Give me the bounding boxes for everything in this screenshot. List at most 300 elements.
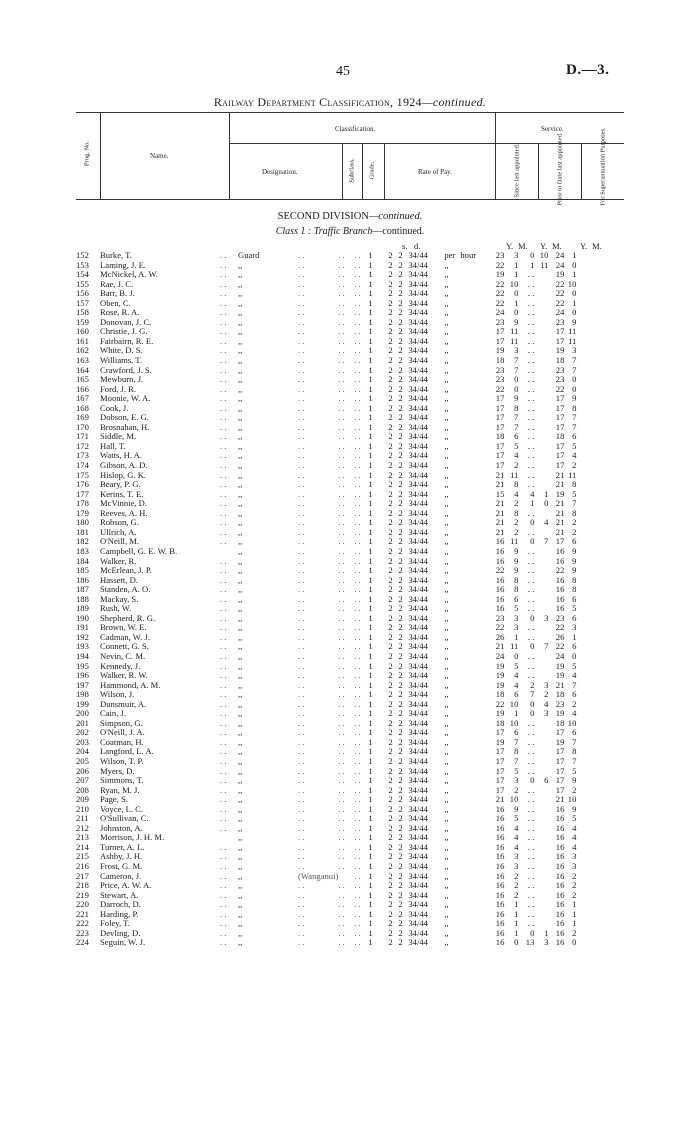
prior-months-cell — [534, 318, 548, 328]
rate-per-cell: ,, — [444, 431, 449, 442]
name-cell: Rush, W. — [100, 603, 132, 614]
since-months-cell: 7 — [514, 421, 519, 432]
rate-cell: 2 — [398, 479, 403, 490]
rate-per-cell: ,, — [444, 908, 449, 919]
leader-dots: . . — [220, 717, 227, 728]
prog-no-cell: 179 — [76, 507, 89, 518]
rate-cell: 34/44 — [408, 250, 428, 260]
since-months-cell: 1 — [514, 297, 519, 308]
name-cell: Fairbairn, R. E. — [100, 335, 154, 346]
prior-months-cell — [534, 900, 548, 910]
since-months-cell: 8 — [514, 507, 519, 518]
rate-cell: 2 — [398, 374, 403, 385]
prior-months-cell: 1 — [544, 488, 549, 499]
since-months-cell: 0 — [514, 937, 519, 948]
leader-dots: . . — [220, 412, 227, 423]
subclass-cell: . . — [354, 307, 361, 318]
subclass-cell: . . — [354, 908, 361, 919]
leader-dots: . . — [298, 460, 305, 471]
prior-months-cell: 4 — [544, 698, 549, 709]
prior-years-cell: 1 — [530, 498, 535, 509]
rate-cell: 34/44 — [408, 488, 428, 499]
rate-cell: 2 — [388, 927, 393, 938]
rate-unit-cell — [460, 747, 492, 757]
header-vline-7 — [538, 143, 539, 199]
name-cell: Shepherd, R. G. — [100, 612, 156, 623]
grade-cell: 1 — [368, 794, 373, 805]
super-months-cell: 5 — [572, 488, 577, 499]
subclass-cell: . . — [354, 880, 361, 891]
designation-cell: ,, — [238, 555, 243, 566]
leader-dots: . . — [298, 927, 305, 938]
rate-per-cell: ,, — [444, 269, 449, 280]
super-years-cell: 22 — [555, 383, 565, 394]
grade-cell: 1 — [368, 250, 373, 260]
title-main: Railway Department Classification, 1924 — [213, 95, 422, 109]
rate-cell: 2 — [398, 794, 403, 805]
leader-dots: . . — [338, 889, 345, 900]
rate-cell: 2 — [398, 574, 403, 585]
rate-cell: 2 — [388, 355, 393, 366]
name-cell: Kennedy, J. — [100, 660, 141, 671]
since-months-cell: 2 — [514, 880, 519, 891]
leader-dots: . . — [338, 937, 345, 948]
name-cell: Langford, L. A. — [100, 746, 154, 757]
prog-no-cell: 158 — [76, 307, 89, 318]
rate-cell: 2 — [398, 746, 403, 757]
super-years-cell: 21 — [555, 679, 565, 690]
designation-cell: ,, — [238, 469, 243, 480]
leader-dots: . . — [220, 259, 227, 270]
rate-cell: 2 — [398, 278, 403, 289]
leader-dots: . . — [338, 393, 345, 404]
leader-dots: . . — [220, 335, 227, 346]
designation-cell: ,, — [238, 679, 243, 690]
rate-per-cell: ,, — [444, 794, 449, 805]
grade-cell: 1 — [368, 374, 373, 385]
leader-dots: . . — [338, 374, 345, 385]
super-months-cell: 9 — [572, 565, 577, 576]
rate-unit-cell — [460, 767, 492, 777]
prog-no-cell: 224 — [76, 937, 89, 948]
super-years-cell: 16 — [555, 822, 565, 833]
subclass-cell: . . — [354, 612, 361, 623]
subclass-cell: . . — [354, 574, 361, 585]
leader-dots: . . — [220, 765, 227, 776]
leader-dots: . . — [298, 316, 305, 327]
rate-cell: 34/44 — [408, 899, 428, 910]
prior-months-cell — [534, 595, 548, 605]
prior-years-cell: . . — [527, 880, 535, 891]
prior-months-cell: 2 — [544, 689, 549, 700]
subclass-cell: . . — [354, 297, 361, 308]
since-years-cell: 17 — [495, 765, 505, 776]
prog-no-cell: 205 — [76, 755, 89, 766]
subclass-cell: . . — [354, 689, 361, 700]
designation-cell: ,, — [238, 584, 243, 595]
leader-dots: . . — [338, 631, 345, 642]
header-rule-bottom — [76, 199, 624, 200]
rate-unit-cell — [460, 432, 492, 442]
rate-per-cell: ,, — [444, 469, 449, 480]
prior-months-cell — [534, 299, 548, 309]
leader-dots: . . — [338, 775, 345, 786]
rate-cell: 34/44 — [408, 326, 428, 337]
leader-dots: . . — [298, 670, 305, 681]
leader-dots: . . — [220, 536, 227, 547]
super-months-cell: 6 — [572, 612, 577, 623]
leader-dots: . . — [298, 937, 305, 948]
designation-cell: ,, — [238, 727, 243, 738]
leader-dots: . . — [338, 689, 345, 700]
name-cell: Page, S. — [100, 794, 128, 805]
rate-cell: 2 — [388, 316, 393, 327]
prior-years-cell: . . — [527, 584, 535, 595]
leader-dots: . . — [338, 698, 345, 709]
rate-cell: 2 — [388, 393, 393, 404]
rate-per-cell: per — [444, 250, 456, 260]
rate-cell: 2 — [388, 603, 393, 614]
prior-years-cell: . . — [527, 565, 535, 576]
leader-dots: . . — [298, 450, 305, 461]
title-continued: —continued. — [421, 95, 487, 109]
since-years-cell: 24 — [495, 650, 505, 661]
grade-cell: 1 — [368, 822, 373, 833]
super-months-cell: 9 — [572, 803, 577, 814]
since-months-cell: 0 — [514, 288, 519, 299]
since-years-cell: 16 — [495, 841, 505, 852]
since-years-cell: 18 — [495, 355, 505, 366]
prog-no-cell: 193 — [76, 641, 89, 652]
since-years-cell: 19 — [495, 736, 505, 747]
prior-months-cell: 3 — [544, 708, 549, 719]
super-years-cell: 16 — [555, 908, 565, 919]
prior-years-cell: . . — [527, 545, 535, 556]
leader-dots: . . — [220, 784, 227, 795]
leader-dots: . . — [298, 335, 305, 346]
super-years-cell: 17 — [555, 402, 565, 413]
since-months-cell: 5 — [514, 660, 519, 671]
grade-cell: 1 — [368, 937, 373, 948]
rate-unit-cell — [460, 709, 492, 719]
rate-cell: 2 — [398, 612, 403, 623]
since-years-cell: 17 — [495, 460, 505, 471]
name-cell: Siddle, M. — [100, 431, 137, 442]
since-years-cell: 17 — [495, 412, 505, 423]
designation-cell: ,, — [238, 927, 243, 938]
rate-unit-cell — [460, 576, 492, 586]
rate-cell: 34/44 — [408, 374, 428, 385]
rate-per-cell: ,, — [444, 650, 449, 661]
super-years-cell: 17 — [555, 784, 565, 795]
grade-cell: 1 — [368, 517, 373, 528]
since-years-cell: 16 — [495, 822, 505, 833]
leader-dots: . . — [298, 899, 305, 910]
since-years-cell: 23 — [495, 364, 505, 375]
since-years-cell: 22 — [495, 698, 505, 709]
prior-years-cell: . . — [527, 908, 535, 919]
prog-no-cell: 223 — [76, 927, 89, 938]
super-years-cell: 16 — [555, 870, 565, 881]
rate-unit-cell — [460, 423, 492, 433]
leader-dots: . . — [338, 660, 345, 671]
rate-cell: 2 — [388, 431, 393, 442]
grade-cell: 1 — [368, 746, 373, 757]
since-months-cell: 6 — [514, 431, 519, 442]
leader-dots: . . — [220, 889, 227, 900]
super-years-cell: 19 — [555, 670, 565, 681]
rate-cell: 2 — [398, 469, 403, 480]
rate-cell: 34/44 — [408, 278, 428, 289]
division-name: SECOND DIVISION — [277, 211, 369, 222]
rate-unit-cell — [460, 566, 492, 576]
rate-unit-cell — [460, 929, 492, 939]
rate-unit-cell — [460, 461, 492, 471]
rate-cell: 2 — [398, 335, 403, 346]
leader-dots: . . — [298, 650, 305, 661]
rate-per-cell: ,, — [444, 326, 449, 337]
subclass-cell: . . — [354, 326, 361, 337]
prior-months-cell — [534, 862, 548, 872]
since-months-cell: 8 — [514, 746, 519, 757]
since-years-cell: 18 — [495, 689, 505, 700]
prior-years-cell: . . — [527, 841, 535, 852]
rate-cell: 2 — [388, 297, 393, 308]
name-cell: Simmons, T. — [100, 775, 144, 786]
leader-dots: . . — [338, 565, 345, 576]
rate-unit-cell — [460, 728, 492, 738]
prior-years-cell: . . — [527, 593, 535, 604]
name-cell: Stewart, A. — [100, 889, 139, 900]
designation-cell: ,, — [238, 899, 243, 910]
subclass-cell: . . — [354, 631, 361, 642]
since-years-cell: 16 — [495, 813, 505, 824]
leader-dots: . . — [220, 345, 227, 356]
rate-cell: 34/44 — [408, 880, 428, 891]
since-years-cell: 17 — [495, 784, 505, 795]
rate-per-cell: ,, — [444, 488, 449, 499]
leader-dots: . . — [298, 412, 305, 423]
leader-dots: . . — [220, 431, 227, 442]
rate-cell: 34/44 — [408, 316, 428, 327]
grade-cell: 1 — [368, 861, 373, 871]
name-cell: Moonie, W. A. — [100, 393, 151, 404]
rate-cell: 2 — [388, 746, 393, 757]
designation-cell: ,, — [238, 908, 243, 919]
rate-cell: 2 — [388, 326, 393, 337]
prog-no-cell: 210 — [76, 803, 89, 814]
prior-months-cell: 11 — [540, 259, 549, 270]
rate-cell: 34/44 — [408, 545, 428, 556]
super-months-cell: 9 — [572, 545, 577, 556]
leader-dots: . . — [298, 622, 305, 633]
prior-years-cell: . . — [527, 412, 535, 423]
super-years-cell: 18 — [555, 717, 565, 728]
designation-cell: ,, — [238, 269, 243, 280]
leader-dots: . . — [298, 717, 305, 728]
rate-per-cell: ,, — [444, 364, 449, 375]
leader-dots: . . — [338, 517, 345, 528]
since-years-cell: 16 — [495, 927, 505, 938]
branch-name: Traffic Branch — [313, 226, 373, 237]
since-months-cell: 3 — [514, 612, 519, 623]
rate-per-cell: ,, — [444, 784, 449, 795]
name-cell: Dunsmuir, A. — [100, 698, 147, 709]
rate-cell: 2 — [388, 622, 393, 633]
super-months-cell: 5 — [572, 603, 577, 614]
rate-unit-cell — [460, 719, 492, 729]
grade-cell: 1 — [368, 307, 373, 318]
super-years-cell: 21 — [555, 794, 565, 805]
rate-unit-cell — [460, 805, 492, 815]
since-years-cell: 22 — [495, 622, 505, 633]
rate-cell: 34/44 — [408, 650, 428, 661]
rate-cell: 2 — [388, 689, 393, 700]
grade-cell: 1 — [368, 393, 373, 404]
rate-cell: 2 — [398, 412, 403, 423]
leader-dots: . . — [220, 861, 227, 871]
since-years-cell: 17 — [495, 421, 505, 432]
rate-cell: 2 — [388, 402, 393, 413]
since-years-cell: 22 — [495, 288, 505, 299]
leader-dots: . . — [220, 775, 227, 786]
grade-cell: 1 — [368, 593, 373, 604]
rate-per-cell: ,, — [444, 335, 449, 346]
rate-cell: 34/44 — [408, 746, 428, 757]
super-months-cell: 1 — [572, 908, 577, 919]
prior-months-cell: 4 — [544, 517, 549, 528]
since-years-cell: 16 — [495, 536, 505, 547]
prog-no-cell: 212 — [76, 822, 89, 833]
since-months-cell: 7 — [514, 755, 519, 766]
name-cell: Turner, A. L. — [100, 841, 145, 852]
name-cell: Ullrich, A. — [100, 526, 137, 537]
rate-per-cell: ,, — [444, 259, 449, 270]
super-months-cell: 11 — [568, 335, 577, 346]
leader-dots: . . — [220, 278, 227, 289]
prior-years-cell: . . — [527, 507, 535, 518]
since-months-cell: 9 — [514, 393, 519, 404]
super-years-cell: 21 — [555, 517, 565, 528]
rate-unit-cell — [460, 757, 492, 767]
rate-unit-cell — [460, 604, 492, 614]
subclass-cell: . . — [354, 412, 361, 423]
rate-cell: 2 — [388, 631, 393, 642]
leader-dots: . . — [338, 584, 345, 595]
rate-per-cell: ,, — [444, 593, 449, 604]
leader-dots: . . — [338, 431, 345, 442]
rate-per-cell: ,, — [444, 708, 449, 719]
leader-dots: . . — [298, 708, 305, 719]
rate-cell: 2 — [398, 555, 403, 566]
since-years-cell: 19 — [495, 708, 505, 719]
rate-per-cell: ,, — [444, 927, 449, 938]
leader-dots: . . — [220, 269, 227, 280]
name-cell: Rae, J. C. — [100, 278, 134, 289]
designation-cell: ,, — [238, 517, 243, 528]
leader-dots: . . — [220, 450, 227, 461]
rate-cell: 2 — [398, 813, 403, 824]
prog-no-cell: 153 — [76, 259, 89, 270]
document-reference: D.—3. — [566, 62, 610, 78]
leader-dots: . . — [298, 545, 305, 556]
subclass-cell: . . — [354, 269, 361, 280]
rate-cell: 34/44 — [408, 450, 428, 461]
since-years-cell: 17 — [495, 746, 505, 757]
since-years-cell: 17 — [495, 440, 505, 451]
name-cell: Walker, R. — [100, 555, 137, 566]
header-since-last-appointed: Since last appointed. — [513, 143, 521, 198]
rate-cell: 2 — [398, 880, 403, 891]
rate-cell: 2 — [398, 421, 403, 432]
subclass-cell: . . — [354, 498, 361, 509]
since-years-cell: 16 — [495, 937, 505, 948]
rate-cell: 2 — [398, 717, 403, 728]
prior-years-cell: . . — [527, 746, 535, 757]
rate-cell: 2 — [388, 612, 393, 623]
rate-cell: 34/44 — [408, 908, 428, 919]
rate-cell: 2 — [388, 717, 393, 728]
since-months-cell: 3 — [514, 250, 519, 260]
leader-dots: . . — [338, 784, 345, 795]
super-years-cell: 23 — [555, 364, 565, 375]
since-years-cell: 16 — [495, 545, 505, 556]
subclass-cell: . . — [354, 822, 361, 833]
super-months-cell: 7 — [572, 679, 577, 690]
super-months-cell: 8 — [572, 479, 577, 490]
since-months-cell: 3 — [514, 861, 519, 871]
rate-cell: 2 — [398, 526, 403, 537]
since-months-cell: 6 — [514, 689, 519, 700]
subclass-cell: . . — [354, 440, 361, 451]
designation-cell: ,, — [238, 488, 243, 499]
prior-years-cell: 0 — [530, 775, 535, 786]
super-months-cell: 7 — [572, 421, 577, 432]
leader-dots: . . — [298, 851, 305, 862]
since-months-cell: 3 — [514, 851, 519, 862]
leader-dots: . . — [220, 650, 227, 661]
prog-no-cell: 162 — [76, 345, 89, 356]
leader-dots: . . — [298, 679, 305, 690]
grade-cell: 1 — [368, 775, 373, 786]
super-years-cell: 22 — [555, 288, 565, 299]
name-cell: Mewburn, J. — [100, 374, 144, 385]
since-months-cell: 0 — [514, 383, 519, 394]
prior-months-cell — [534, 432, 548, 442]
super-years-cell: 17 — [555, 765, 565, 776]
since-years-cell: 21 — [495, 517, 505, 528]
leader-dots: . . — [298, 736, 305, 747]
name-cell: Devling, D. — [100, 927, 141, 938]
rate-cell: 2 — [388, 412, 393, 423]
rate-cell: 2 — [388, 498, 393, 509]
grade-cell: 1 — [368, 708, 373, 719]
rate-cell: 2 — [398, 355, 403, 366]
super-years-cell: 17 — [555, 536, 565, 547]
prior-months-cell — [534, 547, 548, 557]
leader-dots: . . — [298, 908, 305, 919]
super-months-cell: 2 — [572, 698, 577, 709]
designation-cell: ,, — [238, 794, 243, 805]
prior-months-cell — [534, 585, 548, 595]
grade-cell: 1 — [368, 526, 373, 537]
since-years-cell: 22 — [495, 383, 505, 394]
rate-cell: 2 — [398, 316, 403, 327]
rate-unit-cell — [460, 833, 492, 843]
leader-dots: . . — [220, 402, 227, 413]
designation-cell: ,, — [238, 565, 243, 576]
since-years-cell: 22 — [495, 565, 505, 576]
